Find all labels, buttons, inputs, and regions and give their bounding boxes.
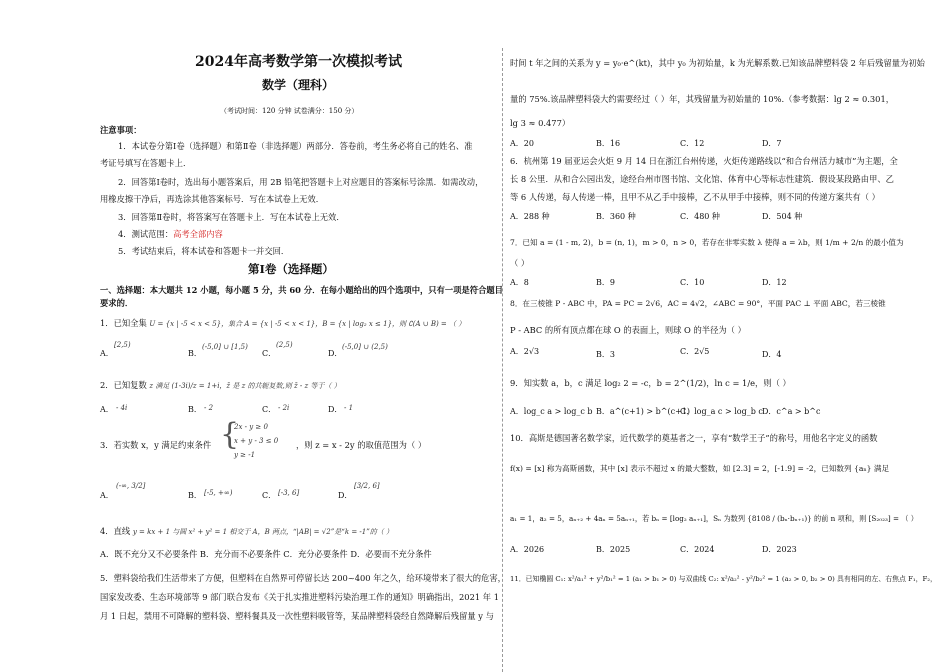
q10-opt-a: A．2026 bbox=[510, 545, 545, 554]
q5-opt-a: A．20 bbox=[510, 139, 534, 148]
q6-opt-c: C．480 种 bbox=[680, 212, 720, 221]
q7-line-b: （ ） bbox=[510, 258, 530, 268]
notice-4-prefix: 4．测试范围： bbox=[118, 229, 174, 239]
q7-opt-c: C．10 bbox=[680, 278, 705, 287]
q5-opt-b: B．16 bbox=[596, 139, 621, 148]
q2-opt-d: - 1 bbox=[344, 404, 354, 412]
exam-subtitle: 数学（理科） bbox=[262, 78, 335, 92]
q8-opt-a: A．2√3 bbox=[510, 347, 540, 356]
q2-opt-a-label: A． bbox=[100, 405, 114, 414]
q1-opt-c-label: C． bbox=[262, 349, 277, 358]
q2-opt-c: - 2i bbox=[278, 404, 290, 412]
q6-line-b: 长 8 公里．从和合公园出发，途经台州市图书馆、文化馆、体育中心等标志性建筑．假设某段路由甲、乙 bbox=[510, 174, 894, 184]
q9-opt-d: D．c^a > b^c bbox=[762, 407, 821, 416]
notice-2b: 用橡皮擦干净后，再选涂其他答案标号．写在本试卷上无效． bbox=[100, 194, 325, 204]
q7-opt-a: A．8 bbox=[510, 278, 529, 287]
q3-opt-c-label: C． bbox=[262, 491, 277, 500]
q9-opt-b: B．a^(c+1) > b^(c+1) bbox=[596, 407, 690, 416]
notice-3: 3．回答第Ⅱ卷时，将答案写在答题卡上．写在本试卷上无效． bbox=[118, 212, 345, 222]
q2-math: z 满足 (1-3i)/z = 1+i，z̄ 是 z 的共轭复数,则 z̄ - z 等于（ ） bbox=[149, 382, 341, 390]
q6-opt-d: D．504 种 bbox=[762, 212, 803, 221]
q3-opt-b-label: B． bbox=[188, 491, 202, 500]
notice-2a: 2．回答第Ⅰ卷时，选出每小题答案后，用 2B 铅笔把答题卡上对应题目的答案标号涂黑．如需改动， bbox=[118, 177, 484, 187]
q7-opt-b: B．9 bbox=[596, 278, 615, 287]
q5-line-a: 5．塑料袋给我们生活带来了方便，但塑料在自然界可停留长达 200~400 年之久，给环境带来了很大的危害， bbox=[100, 573, 506, 583]
q3-constraint-2: x + y - 3 ≤ 0 bbox=[234, 437, 279, 445]
q8-line-b: P - ABC 的所有顶点都在球 O 的表面上，则球 O 的半径为（ ） bbox=[510, 325, 746, 335]
q10-opt-b: B．2025 bbox=[596, 545, 631, 554]
q5-line-f: lg 3 ≈ 0.477） bbox=[510, 118, 571, 128]
q10-opt-c: C．2024 bbox=[680, 545, 715, 554]
q5-line-d: 时间 t 年之间的关系为 y = y₀·e^(kt)，其中 y₀ 为初始量，k 为光解系数.已知该品牌塑料袋 2 年后残留量为初始 bbox=[510, 58, 925, 68]
q3-brace: { bbox=[220, 417, 240, 452]
q8-line-a: 8．在三棱锥 P - ABC 中，PA = PC = 2√6，AC = 4√2，∠ABC = 90°，平面 PAC ⊥ 平面 ABC，若三棱锥 bbox=[510, 299, 886, 308]
q3-constraint-3: y ≥ -1 bbox=[234, 451, 256, 459]
q10-opt-d: D．2023 bbox=[762, 545, 797, 554]
notice-1b: 考证号填写在答题卡上． bbox=[100, 158, 192, 168]
q8-opt-b: B．3 bbox=[596, 350, 615, 359]
section-intro-b: 要求的． bbox=[100, 298, 134, 308]
q3-tail: ，则 z = x - 2y 的取值范围为（ ） bbox=[296, 440, 427, 450]
question-1 bbox=[100, 318, 465, 330]
exam-title: 2024年高考数学第一次模拟考试 bbox=[195, 54, 402, 70]
q7-opt-d: D．12 bbox=[762, 278, 787, 287]
q7-line-a: 7．已知 a = (1 - m, 2)，b = (n, 1)，m > 0，n > 0，若存在非零实数 λ 使得 a = λb，则 1/m + 2/n 的最小值为 bbox=[510, 238, 904, 247]
q6-line-a: 6．杭州第 19 届亚运会火炬 9 月 14 日在浙江台州传递，火炬传递路线以“和合台州活力城市”为主题，全 bbox=[510, 156, 898, 166]
q5-line-c: 月 1 日起，禁用不可降解的塑料袋、塑料餐具及一次性塑料吸管等，某品牌塑料袋经自然降解后残留量 y 与 bbox=[100, 611, 494, 621]
q8-opt-c: C．2√5 bbox=[680, 347, 710, 356]
q1-opt-b-label: B． bbox=[188, 349, 202, 358]
question-4 bbox=[100, 526, 393, 538]
q3-opt-d: [3/2, 6] bbox=[354, 482, 380, 490]
q1-opt-d-label: D． bbox=[328, 349, 343, 358]
q4-math: y = kx + 1 与圆 x² + y² = 1 相交于 A，B 两点，“|AB| = √2”是“k = -1”的（ ） bbox=[132, 528, 394, 536]
q5-line-b: 国家发改委、生态环境部等 9 部门联合发布《关于扎实推进塑料污染治理工作的通知》明确指出，2021 年 1 bbox=[100, 592, 499, 602]
q3-opt-a-label: A． bbox=[100, 491, 114, 500]
q1-opt-b: (-5,0] ∪ [1,5) bbox=[202, 343, 248, 351]
section-intro-a: 一、选择题：本大题共 12 小题，每小题 5 分，共 60 分．在每小题给出的四个选项中，只有一项是符合题目 bbox=[100, 285, 503, 295]
q1-math: U = {x | -5 < x < 5}，集合 A = {x | -5 < x < 1}，B = {x | log₂ x ≤ 1}，则 ∁(A ∪ B) = （ ） bbox=[149, 320, 466, 328]
q4-options: A．既不充分又不必要条件 B．充分而不必要条件 C．充分必要条件 D．必要而不充分条件 bbox=[100, 549, 432, 559]
q9-line-a: 9．知实数 a，b，c 满足 log₂ 2 = -c，b = 2^(1/2)，ln c = 1/e，则（ ） bbox=[510, 378, 791, 388]
q11-line-a: 11．已知椭圆 C₁: x²/a₁² + y²/b₁² = 1 (a₁ > b₁ > 0) 与双曲线 C₂: x²/a₂² - y²/b₂² = 1 (a₂ > 0, b₂ > 0) 具有相同的左、右焦点 F₁，F₂， bbox=[510, 575, 937, 583]
section-title: 第Ⅰ卷（选择题） bbox=[248, 262, 334, 276]
q2-opt-a: - 4i bbox=[116, 404, 128, 412]
q5-opt-c: C．12 bbox=[680, 139, 705, 148]
notice-1a: 1．本试卷分第Ⅰ卷（选择题）和第Ⅱ卷（非选择题）两部分．答卷前，考生务必将自己的姓名、准 bbox=[118, 141, 473, 151]
question-3: 3．若实数 x，y 满足约束条件 bbox=[100, 440, 212, 450]
q6-opt-a: A．288 种 bbox=[510, 212, 550, 221]
q2-stem: 2．已知复数 bbox=[100, 380, 147, 390]
q5-line-e: 量的 75%.该品牌塑料袋大约需要经过（ ）年，其残留量为初始量的 10%.（参考数据：lg 2 ≈ 0.301， bbox=[510, 94, 895, 104]
q2-opt-b-label: B． bbox=[188, 405, 202, 414]
question-2 bbox=[100, 380, 341, 392]
notice-4-scope: 高考全部内容 bbox=[173, 229, 223, 239]
q2-opt-d-label: D． bbox=[328, 405, 343, 414]
q3-opt-b: [-5, +∞) bbox=[204, 489, 233, 497]
q1-opt-d: (-5,0] ∪ (2,5) bbox=[342, 343, 388, 351]
q2-opt-c-label: C． bbox=[262, 405, 277, 414]
q1-opt-a: [2,5) bbox=[114, 341, 131, 349]
q2-opt-b: - 2 bbox=[204, 404, 214, 412]
notice-4 bbox=[118, 229, 223, 240]
q4-stem: 4．直线 bbox=[100, 526, 131, 536]
q10-line-b: f(x) = [x] 称为高斯函数，其中 [x] 表示不超过 x 的最大整数，如 [2.3] = 2，[-1.9] = -2，已知数列 {aₙ} 满足 bbox=[510, 464, 890, 473]
q1-opt-c: (2,5) bbox=[276, 341, 293, 349]
q1-opt-a-label: A． bbox=[100, 349, 114, 358]
q6-line-c: 等 6 人传递，每人传递一棒，且甲不从乙手中接棒，乙不从甲手中接棒，则不同的传递方案共有（ ） bbox=[510, 192, 880, 202]
q3-constraint-1: 2x - y ≥ 0 bbox=[234, 423, 268, 431]
q3-opt-c: [-3, 6] bbox=[278, 489, 300, 497]
right-column bbox=[510, 0, 937, 672]
q6-opt-b: B．360 种 bbox=[596, 212, 636, 221]
q3-opt-a: (-∞, 3/2] bbox=[116, 482, 146, 490]
notice-heading: 注意事项： bbox=[100, 125, 142, 135]
q9-opt-c: C．log_a c > log_b c bbox=[680, 407, 763, 416]
q1-stem: 1．已知全集 bbox=[100, 318, 147, 328]
q3-opt-d-label: D． bbox=[338, 491, 353, 500]
notice-5: 5．考试结束后，将本试卷和答题卡一并交回． bbox=[118, 246, 290, 256]
q10-line-a: 10．高斯是德国著名数学家，近代数学的奠基者之一，享有“数学王子”的称号，用他名字定义的函数 bbox=[510, 433, 878, 443]
q8-opt-d: D．4 bbox=[762, 350, 782, 359]
q10-line-c: a₁ = 1，a₂ = 5，aₙ₊₂ + 4aₙ = 5aₙ₊₁，若 bₙ = [log₂ aₙ₊₁]，Sₙ 为数列 {8108 / (bₙ·bₙ₊₁)} 的前 n 项和，则 [S₂₀₂₃] = （ ） bbox=[510, 514, 918, 523]
left-column bbox=[100, 0, 506, 672]
q5-opt-d: D．7 bbox=[762, 139, 782, 148]
exam-info: （考试时间：120 分钟 试卷满分：150 分） bbox=[220, 107, 359, 115]
q9-opt-a: A．log_c a > log_c b bbox=[510, 407, 593, 416]
